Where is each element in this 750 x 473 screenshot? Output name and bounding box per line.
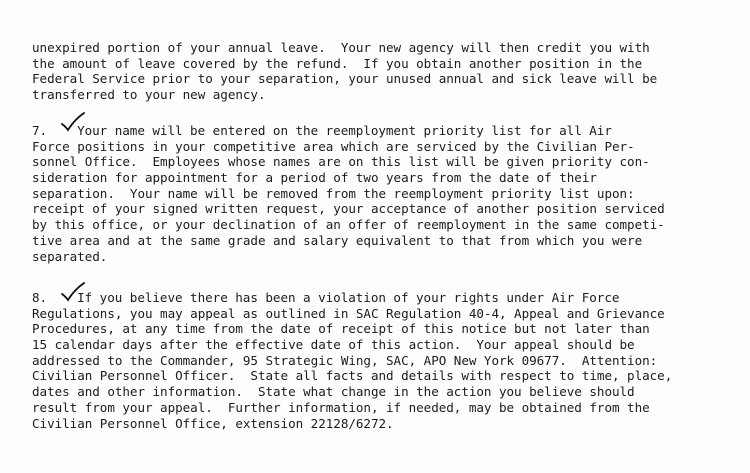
intro-line: unexpired portion of your annual leave. Your new agency will then credit you with	[32, 40, 650, 55]
item-8-line: dates and other information. State what change in the action you believe should	[32, 384, 635, 400]
item-7-line: separation. Your name will be removed from the reemployment priority list upon:	[32, 185, 635, 201]
intro-line: Federal Service prior to your separation, your unused annual and sick leave will be	[32, 71, 658, 87]
intro-paragraph	[32, 40, 732, 103]
item-7-first-text: Your name will be entered on the reemployment priority list for all Air	[77, 123, 612, 138]
item-7-line: Force positions in your competitive area which are serviced by the Civilian Per-	[32, 138, 635, 154]
item-8-line: Procedures, at any time from the date of receipt of this notice but not later than	[32, 321, 650, 337]
item-7-paragraph	[32, 123, 732, 264]
item-7-first-line	[32, 123, 732, 139]
item-8-line: addressed to the Commander, 95 Strategic Wing, SAC, APO New York 09677. Attention:	[32, 352, 658, 368]
item-8-line: Civilian Personnel Office, extension 22128/6272.	[32, 415, 394, 431]
item-7-line: separated.	[32, 248, 108, 264]
item-8-line: Civilian Personnel Officer. State all facts and details with respect to time, place,	[32, 368, 673, 384]
item-8-number: 8.	[32, 290, 48, 305]
item-8-paragraph	[32, 290, 732, 431]
item-8-line: result from your appeal. Further information, if needed, may be obtained from the	[32, 399, 650, 415]
intro-line: the amount of leave covered by the refund. If you obtain another position in the	[32, 55, 643, 71]
item-7-line: by this office, or your declination of an offer of reemployment in the same competi-	[32, 217, 665, 233]
item-7-line: sonnel Office. Employees whose names are on this list will be given priority con-	[32, 154, 650, 170]
item-8-first-text: If you believe there has been a violation of your rights under Air Force	[77, 290, 620, 305]
item-7-line: sideration for appointment for a period of two years from the date of their	[32, 170, 597, 186]
item-7-line: tive area and at the same grade and salary equivalent to that from which you were	[32, 232, 643, 248]
intro-line: transferred to your new agency.	[32, 87, 266, 103]
item-8-first-line	[32, 290, 732, 306]
item-8-line: 15 calendar days after the effective date of this action. Your appeal should be	[32, 337, 635, 353]
item-7-line: receipt of your signed written request, your acceptance of another position serviced	[32, 201, 665, 217]
item-7-number: 7.	[32, 123, 48, 138]
item-8-line: Regulations, you may appeal as outlined in SAC Regulation 40-4, Appeal and Grievance	[32, 305, 665, 321]
